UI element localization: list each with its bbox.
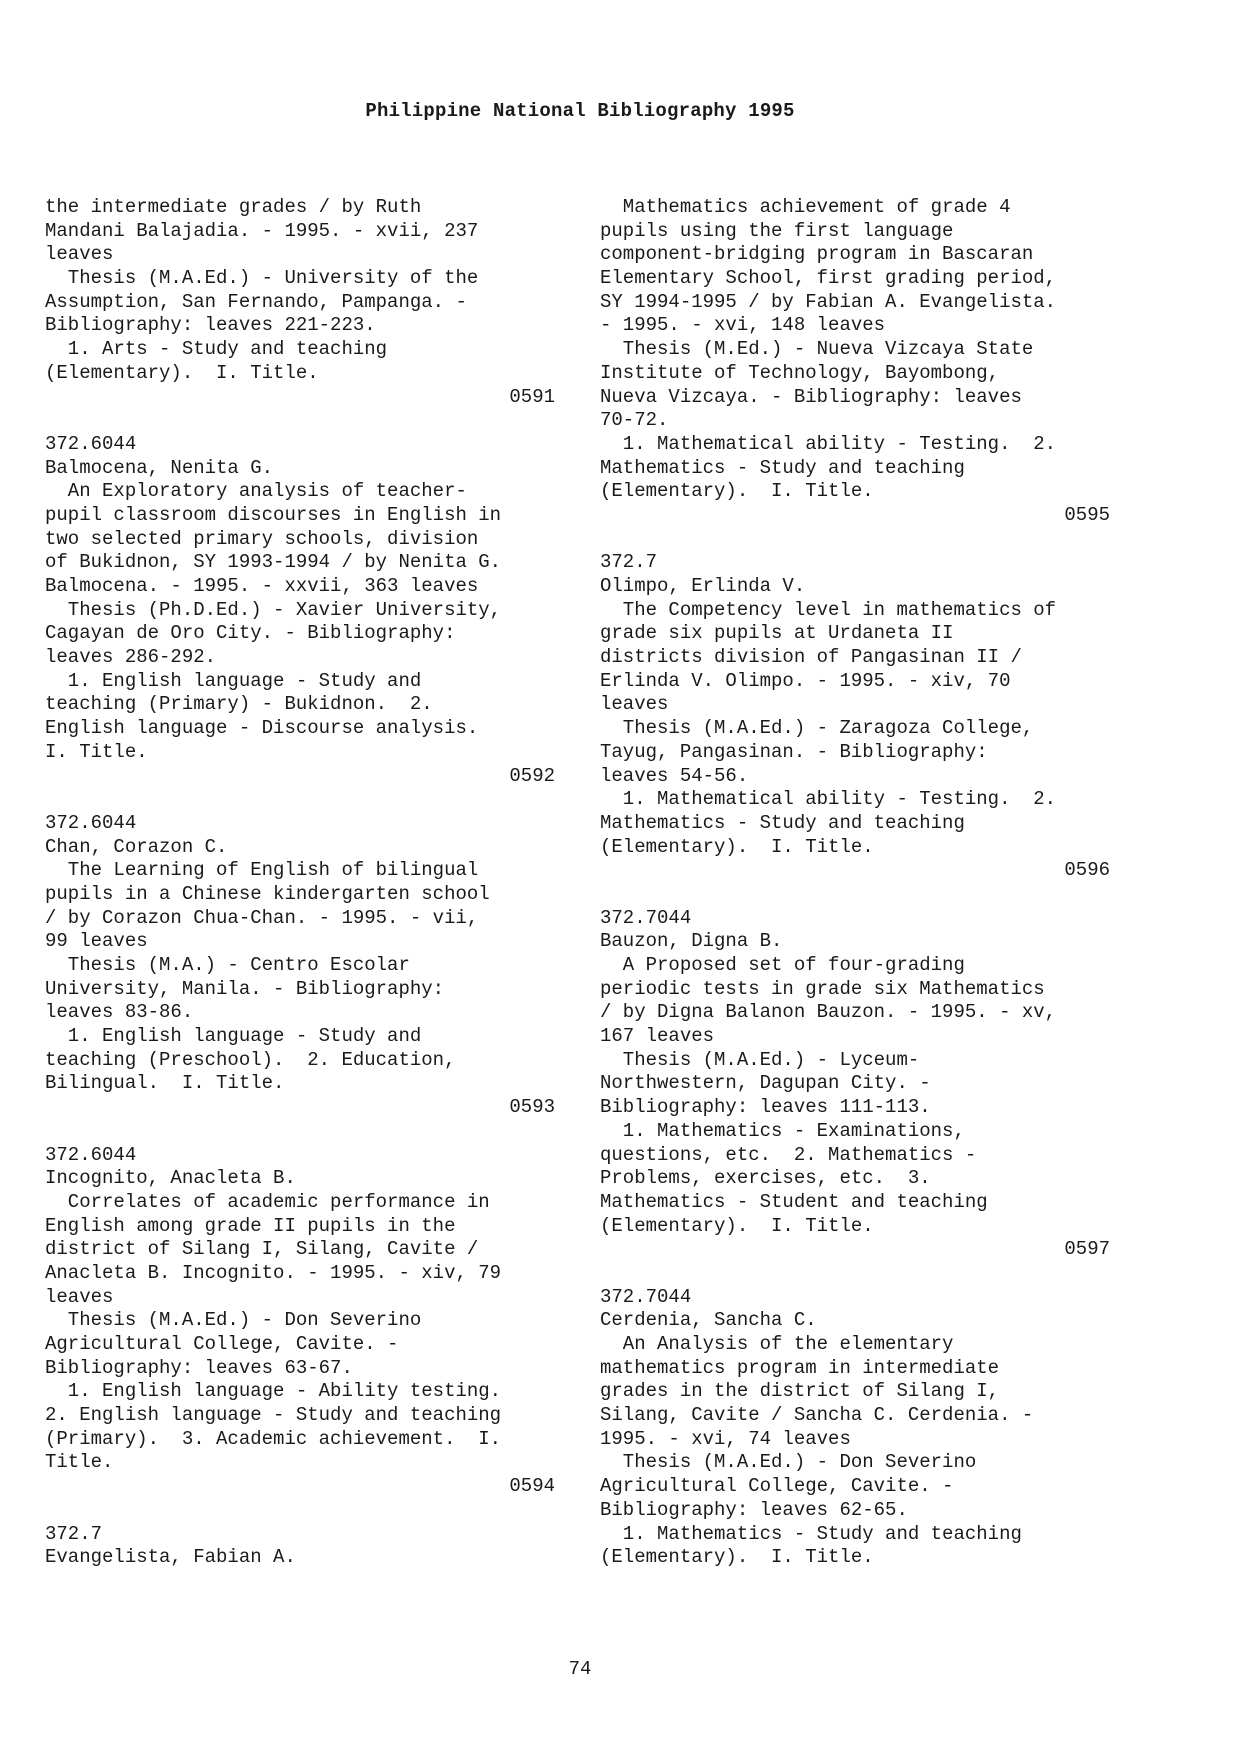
entry-line: 1. English language - Study and: [45, 669, 422, 692]
entry-line: (Elementary). I. Title.: [600, 1546, 874, 1569]
entry-line: Elementary School, first grading period,: [600, 267, 1057, 290]
page-title: Philippine National Bibliography 1995: [365, 100, 795, 122]
entry-line: / by Digna Balanon Bauzon. - 1995. - xv,: [600, 1001, 1057, 1024]
entry-line: Agricultural College, Cavite. -: [45, 1333, 399, 1355]
entry-line: Assumption, San Fernando, Pampanga. -: [45, 290, 467, 313]
entry-number: 0596: [1064, 859, 1110, 882]
entry-0594: [45, 1144, 555, 1499]
entry-line: (Elementary). I. Title.: [45, 361, 319, 384]
entry-line: mathematics program in intermediate: [600, 1356, 1000, 1379]
author: Cerdenia, Sancha C.: [600, 1309, 817, 1332]
call-number: 372.6044: [45, 811, 137, 834]
entry-line: English language - Discourse analysis.: [45, 717, 479, 740]
entry-line: Anacleta B. Incognito. - 1995. - xiv, 79: [45, 1261, 502, 1284]
entry-line: University, Manila. - Bibliography:: [45, 977, 445, 1000]
entry-line: (Elementary). I. Title.: [600, 480, 874, 503]
right-column: [600, 196, 1110, 1570]
entry-line: pupils using the first language: [600, 219, 954, 242]
entry-line: pupil classroom discourses in English in: [45, 503, 502, 526]
author: Bauzon, Digna B.: [600, 930, 783, 953]
entry-line: Balmocena. - 1995. - xxvii, 363 leaves: [45, 575, 479, 597]
entry-line: The Learning of English of bilingual: [45, 859, 479, 882]
entry-line: Tayug, Pangasinan. - Bibliography:: [600, 740, 988, 763]
entry-0595: [600, 196, 1110, 528]
entry-line: Correlates of academic performance in: [45, 1190, 490, 1213]
entry-line: 1. Mathematical ability - Testing. 2.: [600, 432, 1057, 455]
entry-0591: [45, 196, 555, 409]
entry-line: (Primary). 3. Academic achievement. I.: [45, 1427, 502, 1450]
entry-line: leaves: [600, 693, 669, 716]
page-number: 74: [568, 1658, 592, 1680]
entry-line: 1. English language - Study and: [45, 1025, 422, 1048]
entry-line: An Analysis of the elementary: [600, 1333, 954, 1355]
author: Olimpo, Erlinda V.: [600, 575, 806, 597]
entry-line: two selected primary schools, division: [45, 527, 479, 550]
entry-line: Mathematics - Study and teaching: [600, 811, 965, 834]
entry-line: periodic tests in grade six Mathematics: [600, 977, 1045, 1000]
entry-line: 1995. - xvi, 74 leaves: [600, 1427, 851, 1450]
entry-line: grades in the district of Silang I,: [600, 1380, 1000, 1403]
entry-line: Title.: [45, 1451, 114, 1474]
entry-line: SY 1994-1995 / by Fabian A. Evangelista.: [600, 290, 1057, 313]
author: Chan, Corazon C.: [45, 835, 228, 858]
entry-line: leaves: [45, 243, 114, 266]
entry-0592: [45, 433, 555, 788]
entry-number: 0597: [1064, 1238, 1110, 1261]
entry-line: 1. English language - Ability testing.: [45, 1380, 502, 1403]
entry-number: 0591: [509, 385, 555, 408]
entry-line: the intermediate grades / by Ruth: [45, 196, 422, 218]
entry-line: leaves 54-56.: [600, 764, 749, 787]
left-column: [45, 196, 555, 1570]
entry-gap: [45, 788, 555, 812]
call-number: 372.7: [600, 551, 658, 574]
entry-line: 99 leaves: [45, 930, 148, 953]
entry-line: English among grade II pupils in the: [45, 1214, 456, 1237]
entry-line: 167 leaves: [600, 1025, 715, 1048]
call-number: 372.6044: [45, 1143, 137, 1166]
entry-line: Mathematics - Study and teaching: [600, 456, 965, 479]
entry-line: grade six pupils at Urdaneta II: [600, 622, 954, 645]
entry-0597: [600, 907, 1110, 1262]
entry-line: An Exploratory analysis of teacher-: [45, 480, 467, 503]
entry-line: 2. English language - Study and teaching: [45, 1404, 502, 1427]
entry-line: Bibliography: leaves 63-67.: [45, 1356, 353, 1379]
entry-line: leaves 286-292.: [45, 646, 217, 669]
entry-gap: [600, 883, 1110, 907]
entry-number: 0593: [509, 1096, 555, 1119]
entry-0596: [600, 551, 1110, 883]
entry-line: teaching (Primary) - Bukidnon. 2.: [45, 693, 433, 716]
author: Evangelista, Fabian A.: [45, 1546, 296, 1569]
entry-line: Bibliography: leaves 111-113.: [600, 1096, 931, 1119]
entry-line: Mandani Balajadia. - 1995. - xvii, 237: [45, 219, 479, 242]
entry-line: of Bukidnon, SY 1993-1994 / by Nenita G.: [45, 551, 502, 574]
entry-line: 1. Mathematics - Examinations,: [600, 1119, 965, 1142]
entry-line: Institute of Technology, Bayombong,: [600, 361, 1000, 384]
entry-line: 70-72.: [600, 409, 669, 432]
entry-line: (Elementary). I. Title.: [600, 835, 874, 858]
entry-0598: [600, 1286, 1110, 1570]
entry-line: Thesis (M.A.Ed.) - Lyceum-: [600, 1048, 920, 1071]
entry-line: teaching (Preschool). 2. Education,: [45, 1048, 456, 1071]
entry-line: A Proposed set of four-grading: [600, 954, 965, 976]
entry-line: component-bridging program in Bascaran: [600, 243, 1034, 266]
entry-line: Northwestern, Dagupan City. -: [600, 1072, 931, 1095]
entry-line: Thesis (M.A.Ed.) - Zaragoza College,: [600, 717, 1034, 740]
entry-number: 0592: [509, 764, 555, 787]
entry-line: 1. Mathematical ability - Testing. 2.: [600, 788, 1057, 811]
entry-line: districts division of Pangasinan II /: [600, 646, 1022, 669]
entry-line: Erlinda V. Olimpo. - 1995. - xiv, 70: [600, 669, 1011, 692]
entry-line: Silang, Cavite / Sancha C. Cerdenia. -: [600, 1404, 1034, 1427]
entry-gap: [600, 1262, 1110, 1286]
entry-line: Mathematics achievement of grade 4: [600, 196, 1011, 218]
entry-gap: [45, 1499, 555, 1523]
entry-line: / by Corazon Chua-Chan. - 1995. - vii,: [45, 906, 479, 929]
entry-line: Bibliography: leaves 62-65.: [600, 1498, 908, 1521]
entry-number: 0595: [1064, 503, 1110, 526]
call-number: 372.7: [45, 1522, 103, 1545]
entry-line: Thesis (M.A.Ed.) - Don Severino: [45, 1309, 422, 1332]
entry-line: - 1995. - xvi, 148 leaves: [600, 314, 886, 337]
entry-line: Nueva Vizcaya. - Bibliography: leaves: [600, 385, 1022, 408]
entry-line: Thesis (M.Ed.) - Nueva Vizcaya State: [600, 338, 1034, 361]
entry-line: (Elementary). I. Title.: [600, 1214, 874, 1237]
entry-line: Bibliography: leaves 221-223.: [45, 314, 376, 337]
call-number: 372.6044: [45, 432, 137, 455]
entry-line: 1. Mathematics - Study and teaching: [600, 1522, 1022, 1545]
entry-line: leaves 83-86.: [45, 1001, 194, 1024]
entry-line: Thesis (M.A.) - Centro Escolar: [45, 954, 410, 976]
entry-line: Thesis (M.A.Ed.) - Don Severino: [600, 1451, 977, 1474]
entry-line: leaves: [45, 1285, 114, 1308]
entry-line: Mathematics - Student and teaching: [600, 1190, 988, 1213]
entry-line: Cagayan de Oro City. - Bibliography:: [45, 622, 456, 645]
entry-line: district of Silang I, Silang, Cavite /: [45, 1238, 479, 1261]
entry-line: Thesis (Ph.D.Ed.) - Xavier University,: [45, 598, 502, 621]
author: Balmocena, Nenita G.: [45, 456, 274, 479]
entry-line: Thesis (M.A.Ed.) - University of the: [45, 267, 479, 290]
author: Incognito, Anacleta B.: [45, 1167, 296, 1190]
entry-gap: [45, 409, 555, 433]
call-number: 372.7044: [600, 906, 692, 929]
entry-line: pupils in a Chinese kindergarten school: [45, 882, 490, 905]
call-number: 372.7044: [600, 1285, 692, 1308]
entry-line: 1. Arts - Study and teaching: [45, 338, 388, 361]
entry-number: 0594: [509, 1475, 555, 1498]
entry-gap: [45, 1120, 555, 1144]
entry-line: Bilingual. I. Title.: [45, 1072, 285, 1095]
entry-line: Agricultural College, Cavite. -: [600, 1475, 954, 1498]
entry-line: questions, etc. 2. Mathematics -: [600, 1143, 977, 1166]
entry-gap: [600, 528, 1110, 552]
entry-line: Problems, exercises, etc. 3.: [600, 1167, 931, 1190]
entry-0593: [45, 812, 555, 1120]
entry-0595-start: [45, 1523, 555, 1570]
entry-line: I. Title.: [45, 740, 148, 763]
entry-line: The Competency level in mathematics of: [600, 598, 1057, 621]
